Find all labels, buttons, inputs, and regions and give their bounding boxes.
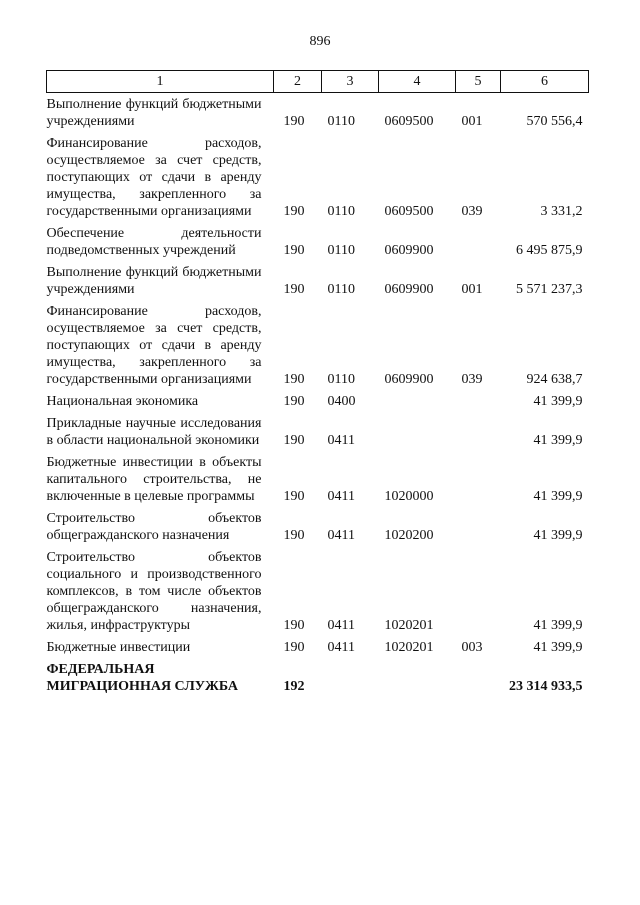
table-body: [47, 93, 589, 696]
target-article-code: [379, 388, 456, 410]
amount: 41 399,9: [533, 640, 583, 655]
expense-type-code: [456, 220, 501, 259]
item-name: Финансирование расходов, осуществляемое за счет средств, поступающих от сдачи в аренду имущества, закрепленного за государственными организациями: [46, 136, 262, 219]
item-name: Прикладные научные исследования в области национальной экономики: [46, 416, 262, 448]
subsection-code: 0110: [327, 204, 355, 219]
item-name: Обеспечение деятельности подведомственных учреждений: [46, 226, 262, 258]
target-article-code: 0609900: [384, 372, 434, 387]
header-col-4: 4: [379, 71, 456, 93]
expense-type-code: 039: [461, 372, 483, 387]
item-name: ФЕДЕРАЛЬНАЯ МИГРАЦИОННАЯ СЛУЖБА: [46, 662, 239, 694]
section-code: 190: [283, 489, 305, 504]
table-row: [47, 634, 589, 656]
table-row: [47, 449, 589, 505]
header-col-1: 1: [47, 71, 274, 93]
amount: 3 331,2: [540, 204, 583, 219]
expense-type-code: [456, 449, 501, 505]
amount: 41 399,9: [533, 528, 583, 543]
section-code: 190: [283, 204, 305, 219]
amount: 41 399,9: [533, 489, 583, 504]
amount: 41 399,9: [533, 433, 583, 448]
item-name: Финансирование расходов, осуществляемое за счет средств, поступающих от сдачи в аренду имущества, закрепленного за государственными организациями: [46, 304, 262, 387]
expense-type-code: 001: [461, 114, 483, 129]
target-article-code: [379, 656, 456, 695]
target-article-code: 0609500: [384, 114, 434, 129]
target-article-code: 0609900: [384, 282, 434, 297]
subsection-code: 0411: [327, 618, 355, 633]
subsection-code: 0110: [327, 372, 355, 387]
amount: 23 314 933,5: [509, 679, 583, 694]
table-row: [47, 388, 589, 410]
target-article-code: 1020201: [384, 618, 434, 633]
section-code: 190: [283, 372, 305, 387]
expense-type-code: [456, 505, 501, 544]
table-row: [47, 220, 589, 259]
table-row: [47, 93, 589, 131]
item-name: Национальная экономика: [46, 394, 199, 409]
subsection-code: 0110: [327, 282, 355, 297]
expense-type-code: [456, 544, 501, 634]
section-code: 190: [283, 640, 305, 655]
header-col-3: 3: [322, 71, 379, 93]
item-name: Строительство объектов общегражданского назначения: [46, 511, 262, 543]
page-number: 896: [309, 34, 331, 49]
amount: 924 638,7: [526, 372, 583, 387]
amount: 41 399,9: [533, 618, 583, 633]
table-row: [47, 410, 589, 449]
section-code: 190: [283, 114, 305, 129]
expense-type-code: [456, 410, 501, 449]
header-col-6: 6: [501, 71, 589, 93]
subsection-code: 0411: [327, 528, 355, 543]
table-row: [47, 544, 589, 634]
target-article-code: 1020200: [384, 528, 434, 543]
target-article-code: 0609900: [384, 243, 434, 258]
table-row: [47, 505, 589, 544]
item-name: Бюджетные инвестиции: [46, 640, 191, 655]
subsection-code: 0400: [327, 394, 356, 409]
section-code: 190: [283, 243, 305, 258]
item-name: Бюджетные инвестиции в объекты капитального строительства, не включенные в целевые программы: [46, 455, 262, 504]
subsection-code: 0110: [327, 243, 355, 258]
section-code: 190: [283, 618, 305, 633]
expense-type-code: [456, 656, 501, 695]
header-col-2: 2: [274, 71, 322, 93]
subsection-code: [322, 656, 379, 695]
expense-type-code: [456, 388, 501, 410]
budget-table: [46, 70, 589, 695]
expense-type-code: 039: [461, 204, 483, 219]
target-article-code: [379, 410, 456, 449]
subsection-code: 0411: [327, 433, 355, 448]
table-row: [47, 259, 589, 298]
section-code: 190: [283, 394, 305, 409]
target-article-code: 0609500: [384, 204, 434, 219]
section-code: 192: [283, 679, 305, 694]
total-row: [47, 656, 589, 695]
item-name: Выполнение функций бюджетными учреждениями: [46, 265, 262, 297]
header-row: [47, 71, 589, 93]
header-col-5: 5: [456, 71, 501, 93]
subsection-code: 0411: [327, 640, 355, 655]
subsection-code: 0411: [327, 489, 355, 504]
expense-type-code: 003: [461, 640, 483, 655]
subsection-code: 0110: [327, 114, 355, 129]
amount: 5 571 237,3: [516, 282, 583, 297]
table-row: [47, 130, 589, 220]
amount: 41 399,9: [533, 394, 583, 409]
target-article-code: 1020201: [384, 640, 434, 655]
item-name: Строительство объектов социального и производственного комплексов, в том числе объектов общегражданского назначения, жилья, инфраструктуры: [46, 550, 262, 633]
amount: 6 495 875,9: [516, 243, 583, 258]
item-name: Выполнение функций бюджетными учреждениями: [46, 97, 262, 129]
table-row: [47, 298, 589, 388]
expense-type-code: 001: [461, 282, 483, 297]
amount: 570 556,4: [526, 114, 583, 129]
section-code: 190: [283, 433, 305, 448]
section-code: 190: [283, 282, 305, 297]
target-article-code: 1020000: [384, 489, 434, 504]
section-code: 190: [283, 528, 305, 543]
